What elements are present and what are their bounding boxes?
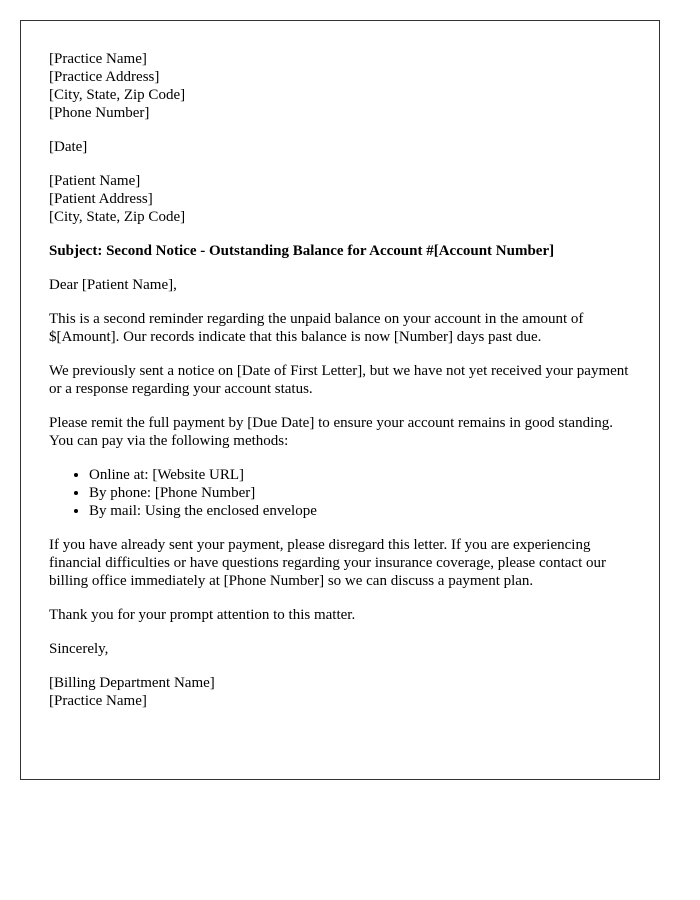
date-block (49, 138, 631, 156)
sender-phone: [Phone Number] (49, 105, 150, 121)
signature-practice: [Practice Name] (49, 693, 147, 709)
payment-method-item: • By phone: [Phone Number] (89, 484, 631, 502)
valediction: Sincerely, (49, 641, 109, 657)
salutation: Dear [Patient Name], (49, 277, 177, 293)
recipient-name: [Patient Name] (49, 173, 141, 189)
letter-date: [Date] (49, 139, 88, 155)
sender-city-state-zip: [City, State, Zip Code] (49, 87, 186, 103)
sender-address-block (49, 50, 631, 122)
signature-department: [Billing Department Name] (49, 675, 215, 691)
payment-methods-list (49, 466, 631, 520)
sender-practice-address: [Practice Address] (49, 69, 160, 85)
recipient-address: [Patient Address] (49, 191, 153, 207)
payment-method-item: • By mail: Using the enclosed envelope (89, 502, 631, 520)
signature-block (49, 674, 631, 710)
subject-line: Subject: Second Notice - Outstanding Balance for Account #[Account Number] (49, 243, 555, 259)
body-paragraph: This is a second reminder regarding the unpaid balance on your account in the amount of $[Amount]. Our records indicate that this balance is now [Number] days past due. (49, 311, 584, 345)
body-paragraph: Thank you for your prompt attention to this matter. (49, 607, 356, 623)
sender-practice-name: [Practice Name] (49, 51, 147, 67)
body-paragraph: We previously sent a notice on [Date of First Letter], but we have not yet received your payment or a response regarding your account status. (49, 363, 629, 397)
recipient-city-state-zip: [City, State, Zip Code] (49, 209, 186, 225)
recipient-address-block (49, 172, 631, 226)
body-paragraph: If you have already sent your payment, please disregard this letter. If you are experiencing financial difficulties or have questions regarding your insurance coverage, please contact our billing office immediately at [Phone Number] so we can discuss a payment plan. (49, 537, 607, 589)
body-paragraph: Please remit the full payment by [Due Date] to ensure your account remains in good standing. You can pay via the following methods: (49, 415, 614, 449)
payment-method-item: • Online at: [Website URL] (89, 466, 631, 484)
letter-page (20, 20, 660, 780)
